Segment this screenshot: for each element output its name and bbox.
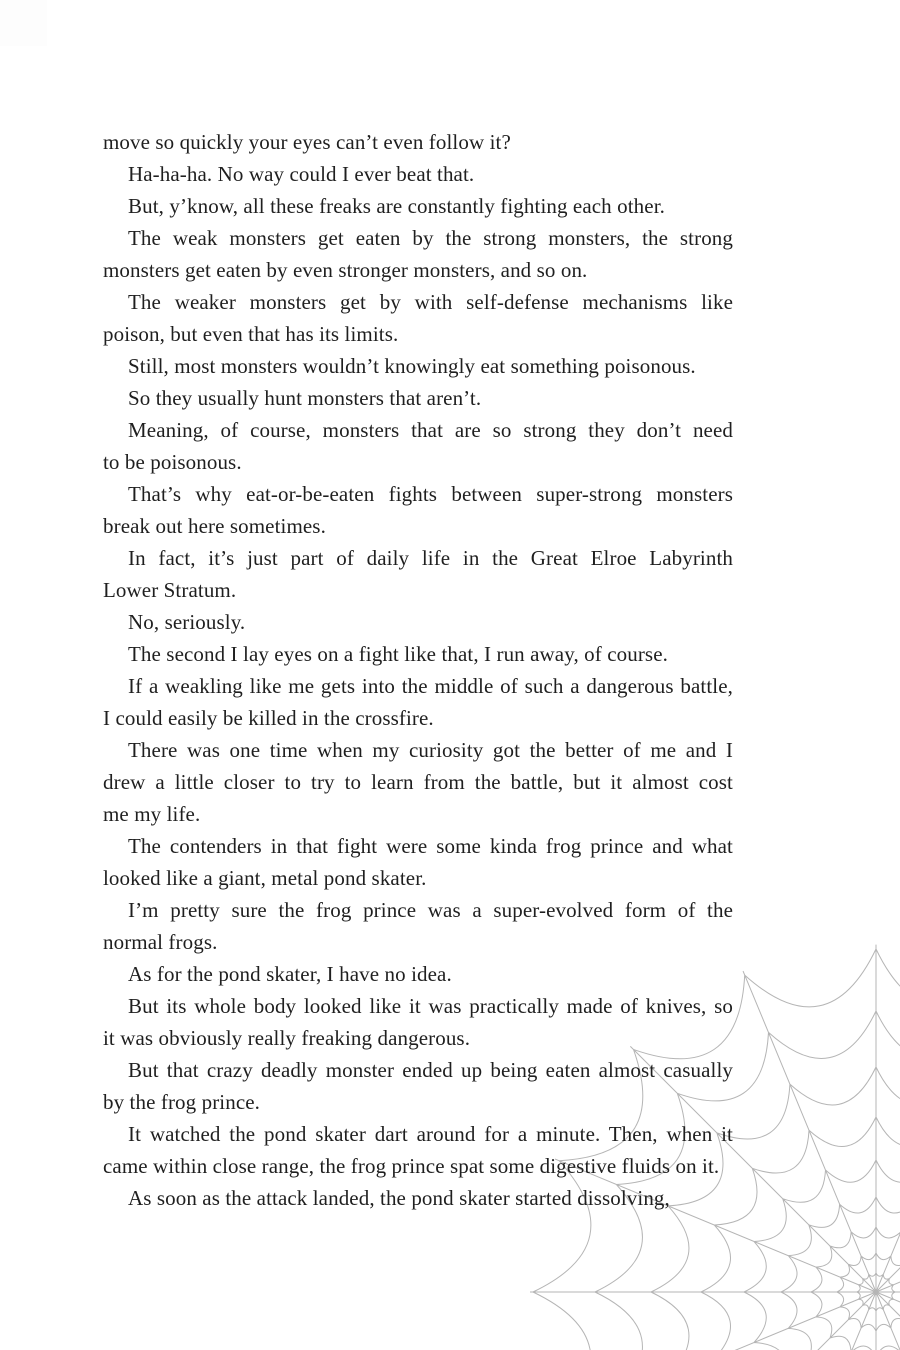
text-line: Ha-ha-ha. No way could I ever beat that. [128,162,475,186]
text-line: There was one time when my curiosity got the better of me and I [128,738,733,762]
text-line: me my life. [103,802,201,826]
text-line: I’m pretty sure the frog prince was a super-evolved form of the [128,898,733,922]
text-line: In fact, it’s just part of daily life in the Great Elroe Labyrinth [128,546,733,570]
scan-artifact [0,0,47,46]
text-line: But that crazy deadly monster ended up being eaten almost casually [128,1058,733,1082]
text-line: But, y’know, all these freaks are constantly fighting each other. [128,194,665,218]
text-line: move so quickly your eyes can’t even follow it? [103,130,511,154]
text-line: The weaker monsters get by with self-defense mechanisms like [128,290,733,314]
text-line: I could easily be killed in the crossfire. [103,706,434,730]
text-line: The contenders in that fight were some kinda frog prince and what [128,834,733,858]
text-line: If a weakling like me gets into the middle of such a dangerous battle, [128,674,733,698]
text-line: by the frog prince. [103,1090,261,1114]
text-line: looked like a giant, metal pond skater. [103,866,427,890]
page-text [103,126,733,1214]
text-line: As soon as the attack landed, the pond skater started dissolving, [128,1186,670,1210]
text-line: drew a little closer to try to learn from the battle, but it almost cost [103,770,733,794]
text-line: Meaning, of course, monsters that are so strong they don’t need [128,418,733,442]
text-line: poison, but even that has its limits. [103,322,399,346]
text-line: The weak monsters get eaten by the strong monsters, the strong [128,226,733,250]
text-line: it was obviously really freaking dangerous. [103,1026,471,1050]
text-line: But its whole body looked like it was practically made of knives, so [128,994,733,1018]
text-line: normal frogs. [103,930,218,954]
text-line: break out here sometimes. [103,514,326,538]
text-line: That’s why eat-or-be-eaten fights between super-strong monsters [128,482,733,506]
text-line: monsters get eaten by even stronger monsters, and so on. [103,258,588,282]
text-line: So they usually hunt monsters that aren’t. [128,386,482,410]
text-line: to be poisonous. [103,450,242,474]
text-line: No, seriously. [128,610,246,634]
text-line: It watched the pond skater dart around for a minute. Then, when it [128,1122,733,1146]
text-line: The second I lay eyes on a fight like that, I run away, of course. [128,642,668,666]
text-line: Lower Stratum. [103,578,237,602]
text-line: Still, most monsters wouldn’t knowingly eat something poisonous. [128,354,696,378]
text-line: came within close range, the frog prince spat some digestive fluids on it. [103,1154,720,1178]
text-line: As for the pond skater, I have no idea. [128,962,452,986]
